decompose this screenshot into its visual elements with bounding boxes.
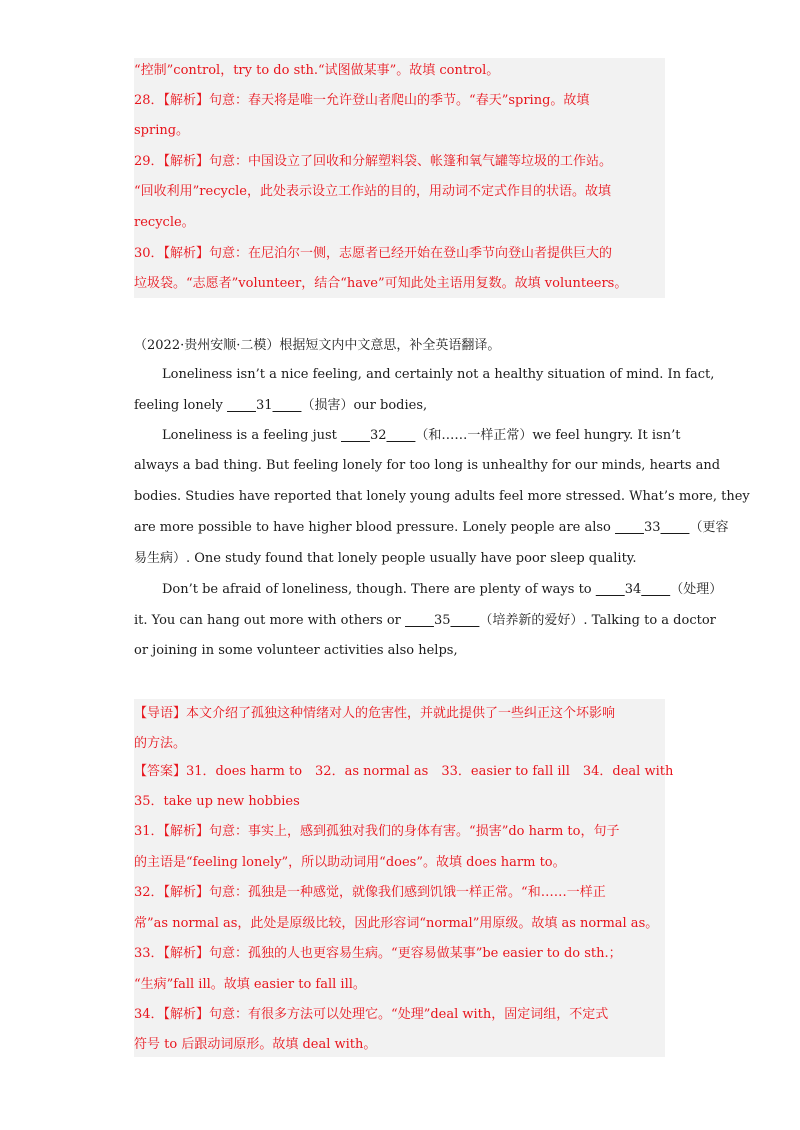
- passage-line: [134, 426, 680, 446]
- blank-33: [615, 518, 689, 538]
- passage-line: or joining in some volunteer activities also helps,: [134, 643, 458, 658]
- explanation-line: 32．【解析】句意：孤独是一种感觉，就像我们感到饥饿一样正常。“和……一样正: [134, 885, 606, 900]
- answer-line: 【答案】31．does harm to 32．as normal as 33．easier to fall ill 34．deal with: [134, 764, 674, 779]
- explanation-line: 常”as normal as，此处是原级比较，因此形容词“normal”用原级。故填 as normal as。: [134, 916, 659, 931]
- answer-line: 35．take up new hobbies: [134, 794, 300, 809]
- blank-32: [341, 426, 415, 446]
- explanation-line: 28．【解析】句意：春天将是唯一允许登山者爬山的季节。“春天”spring。故填: [134, 93, 590, 108]
- passage-text: are more possible to have higher blood pressure. Lonely people are also: [134, 520, 616, 535]
- blank-31: [227, 396, 301, 416]
- passage-line: [134, 580, 722, 600]
- reading-passage-end: [134, 641, 674, 663]
- passage-line: [134, 611, 716, 631]
- passage-line: [134, 518, 728, 538]
- passage-text: Don’t be afraid of loneliness, though. There are plenty of ways to: [162, 582, 596, 597]
- explanation-line: recycle。: [134, 215, 195, 230]
- explanation-line: 符号 to 后跟动词原形。故填 deal with。: [134, 1037, 377, 1052]
- passage-text: （培养新的爱好）. Talking to a doctor: [479, 613, 716, 628]
- passage-text: （处理）: [670, 582, 723, 597]
- blank-number: 33: [643, 520, 661, 535]
- explanation-line: spring。: [134, 123, 190, 138]
- passage-line: Loneliness isn’t a nice feeling, and certainly not a healthy situation of mind. In fact,: [162, 367, 715, 382]
- passage-text: it. You can hang out more with others or: [134, 613, 405, 628]
- passage-text: Loneliness is a feeling just: [162, 428, 341, 443]
- explanation-line: “生病”fall ill。故填 easier to fall ill。: [134, 977, 366, 992]
- blank-number: 32: [369, 428, 387, 443]
- reading-passage: [134, 336, 750, 636]
- blank-34: [596, 580, 670, 600]
- explanation-line: 33．【解析】句意：孤独的人也更容易生病。“更容易做某事”be easier to do sth.；: [134, 946, 622, 961]
- passage-line: [134, 396, 427, 416]
- explanation-line: 34．【解析】句意：有很多方法可以处理它。“处理”deal with，固定词组，不定式: [134, 1007, 609, 1022]
- passage-line: 易生病）. One study found that lonely people usually have poor sleep quality.: [134, 551, 637, 566]
- blank-number: 31: [255, 398, 273, 413]
- explanation-line: 29．【解析】句意：中国设立了回收和分解塑料袋、帐篷和氧气罐等垃圾的工作站。: [134, 154, 613, 169]
- blank-35: [405, 611, 479, 631]
- passage-text: （损害）our bodies,: [301, 398, 428, 413]
- answer-explanation-block-top: [134, 58, 665, 298]
- blank-number: 34: [624, 582, 642, 597]
- explanation-line: 【导语】本文介绍了孤独这种情绪对人的危害性，并就此提供了一些纠正这个坏影响: [134, 706, 616, 721]
- explanation-line: 垃圾袋。“志愿者”volunteer，结合“have”可知此处主语用复数。故填 volunteers。: [134, 276, 628, 291]
- explanation-line: 的主语是“feeling lonely”，所以助动词用“does”。故填 does harm to。: [134, 855, 566, 870]
- explanation-line: 31．【解析】句意：事实上，感到孤独对我们的身体有害。“损害”do harm to，句子: [134, 824, 620, 839]
- explanation-line: 30．【解析】句意：在尼泊尔一侧，志愿者已经开始在登山季节向登山者提供巨大的: [134, 246, 613, 261]
- answer-explanation-block-bottom: [134, 699, 674, 1057]
- explanation-line: 的方法。: [134, 736, 187, 751]
- explanation-line: “回收利用”recycle，此处表示设立工作站的目的，用动词不定式作目的状语。故填: [134, 184, 611, 199]
- passage-intro: （2022·贵州安顺·二模）根据短文内中文意思，补全英语翻译。: [134, 338, 501, 353]
- passage-line: always a bad thing. But feeling lonely for too long is unhealthy for our minds, hearts and: [134, 458, 721, 473]
- passage-text: （更容: [689, 520, 729, 535]
- passage-line: bodies. Studies have reported that lonely young adults feel more stressed. What’s more, they: [134, 489, 750, 504]
- blank-number: 35: [433, 613, 451, 628]
- passage-text: feeling lonely: [134, 398, 228, 413]
- explanation-line: “控制”control，try to do sth.“试图做某事”。故填 control。: [134, 63, 500, 78]
- passage-text: （和……一样正常）we feel hungry. It isn’t: [415, 428, 681, 443]
